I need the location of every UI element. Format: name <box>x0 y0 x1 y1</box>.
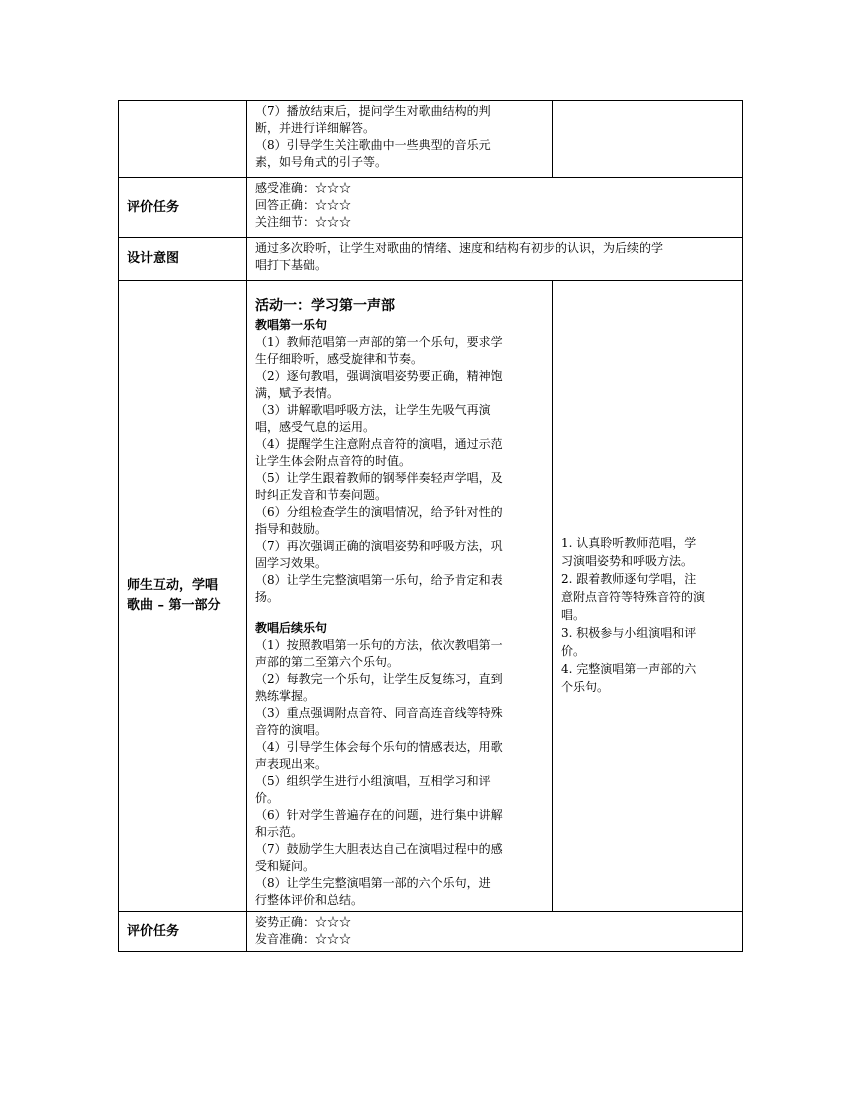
text-line: 4. 完整演唱第一声部的六 <box>561 662 697 676</box>
student-activity-list <box>561 281 736 709</box>
text-line: （1）按照教唱第一乐句的方法，依次教唱第一 <box>255 638 503 652</box>
text-line: （7）播放结束后，提问学生对歌曲结构的判 <box>255 104 491 118</box>
text-line: 意附点音符等特殊音符的演 <box>561 590 706 604</box>
criteria-line: 发音准确：☆☆☆ <box>255 932 352 946</box>
text-line: 个乐句。 <box>561 680 610 694</box>
text-line: 素，如号角式的引子等。 <box>255 155 388 169</box>
text-line: 3. 积极参与小组演唱和评 <box>561 626 697 640</box>
criteria-line: 感受准确：☆☆☆ <box>255 181 352 195</box>
text-line: 声表现出来。 <box>255 757 328 771</box>
text-line: （3）讲解歌唱呼吸方法，让学生先吸气再演 <box>255 403 491 417</box>
criteria-line: 关注细节：☆☆☆ <box>255 215 352 229</box>
text-line: （2）每教完一个乐句，让学生反复练习，直到 <box>255 672 503 686</box>
row-design-intent <box>119 238 743 281</box>
empty-label-cell <box>119 101 247 178</box>
text-line: 价。 <box>255 791 280 805</box>
criteria-line: 回答正确：☆☆☆ <box>255 198 352 212</box>
row-activity <box>119 281 743 912</box>
criteria-line: 姿势正确：☆☆☆ <box>255 915 352 929</box>
text-line: （5）组织学生进行小组演唱，互相学习和评 <box>255 774 491 788</box>
text-line: 音符的演唱。 <box>255 723 328 737</box>
student-activity-cell <box>553 281 743 912</box>
teacher-activity-cell <box>247 101 553 178</box>
text-line: （3）重点强调附点音符、同音高连音线等特殊 <box>255 706 503 720</box>
section-title: 教唱后续乐句 <box>255 621 328 635</box>
text-line: 断，并进行详细解答。 <box>255 121 376 135</box>
label-line: 歌曲 – 第一部分 <box>127 598 221 613</box>
paragraph-gap <box>255 606 544 620</box>
row-evaluation-task-1 <box>119 178 743 238</box>
text-line: 通过多次聆听，让学生对歌曲的情绪、速度和结构有初步的认识，为后续的学 <box>255 241 664 255</box>
text-line: 生仔细聆听，感受旋律和节奏。 <box>255 352 424 366</box>
text-line: 让学生体会附点音符的时值。 <box>255 454 412 468</box>
text-line: 受和疑问。 <box>255 859 316 873</box>
evaluation-criteria-cell <box>247 912 743 952</box>
text-line: 习演唱姿势和呼吸方法。 <box>561 554 694 568</box>
text-line: （4）引导学生体会每个乐句的情感表达，用歌 <box>255 740 503 754</box>
text-line: （2）逐句教唱，强调演唱姿势要正确，精神饱 <box>255 369 503 383</box>
text-line: 唱，感受气息的运用。 <box>255 420 376 434</box>
row-label: 设计意图 <box>119 238 247 281</box>
text-line: （1）教师范唱第一声部的第一个乐句，要求学 <box>255 335 503 349</box>
row-evaluation-task-2 <box>119 912 743 952</box>
section-title: 教唱第一乐句 <box>255 318 328 332</box>
evaluation-criteria-cell <box>247 178 743 238</box>
text-line: （6）针对学生普遍存在的问题，进行集中讲解 <box>255 808 503 822</box>
text-line: 唱。 <box>561 608 586 622</box>
text-line: 固学习效果。 <box>255 556 328 570</box>
text-line: （7）鼓励学生大胆表达自己在演唱过程中的感 <box>255 842 503 856</box>
text-line: （8）引导学生关注歌曲中一些典型的音乐元 <box>255 138 491 152</box>
label-line: 师生互动，学唱 <box>127 578 219 593</box>
activity-title: 活动一：学习第一声部 <box>255 298 395 314</box>
text-line: 扬。 <box>255 590 280 604</box>
text-line: 1. 认真聆听教师范唱，学 <box>561 536 697 550</box>
text-line: 行整体评价和总结。 <box>255 893 364 907</box>
lesson-plan-table <box>118 100 743 952</box>
design-intent-cell <box>247 238 743 281</box>
row-label: 评价任务 <box>119 912 247 952</box>
text-line: （5）让学生跟着教师的钢琴伴奏轻声学唱，及 <box>255 471 503 485</box>
text-line: （4）提醒学生注意附点音符的演唱，通过示范 <box>255 437 503 451</box>
text-line: 满，赋予表情。 <box>255 386 340 400</box>
row-continuation <box>119 101 743 178</box>
text-line: 指导和鼓励。 <box>255 522 328 536</box>
text-line: 和示范。 <box>255 825 304 839</box>
student-activity-cell <box>553 101 743 178</box>
text-line: 价。 <box>561 644 586 658</box>
text-line: （6）分组检查学生的演唱情况，给予针对性的 <box>255 505 503 519</box>
text-line: 熟练掌握。 <box>255 689 316 703</box>
row-label <box>119 281 247 912</box>
text-line: 时纠正发音和节奏问题。 <box>255 488 388 502</box>
row-label: 评价任务 <box>119 178 247 238</box>
text-line: 唱打下基础。 <box>255 258 328 272</box>
text-line: （8）让学生完整演唱第一乐句，给予肯定和表 <box>255 573 503 587</box>
teacher-activity-cell <box>247 281 553 912</box>
text-line: （8）让学生完整演唱第一部的六个乐句，进 <box>255 876 491 890</box>
text-line: （7）再次强调正确的演唱姿势和呼吸方法，巩 <box>255 539 503 553</box>
text-line: 声部的第二至第六个乐句。 <box>255 655 400 669</box>
text-line: 2. 跟着教师逐句学唱，注 <box>561 572 697 586</box>
